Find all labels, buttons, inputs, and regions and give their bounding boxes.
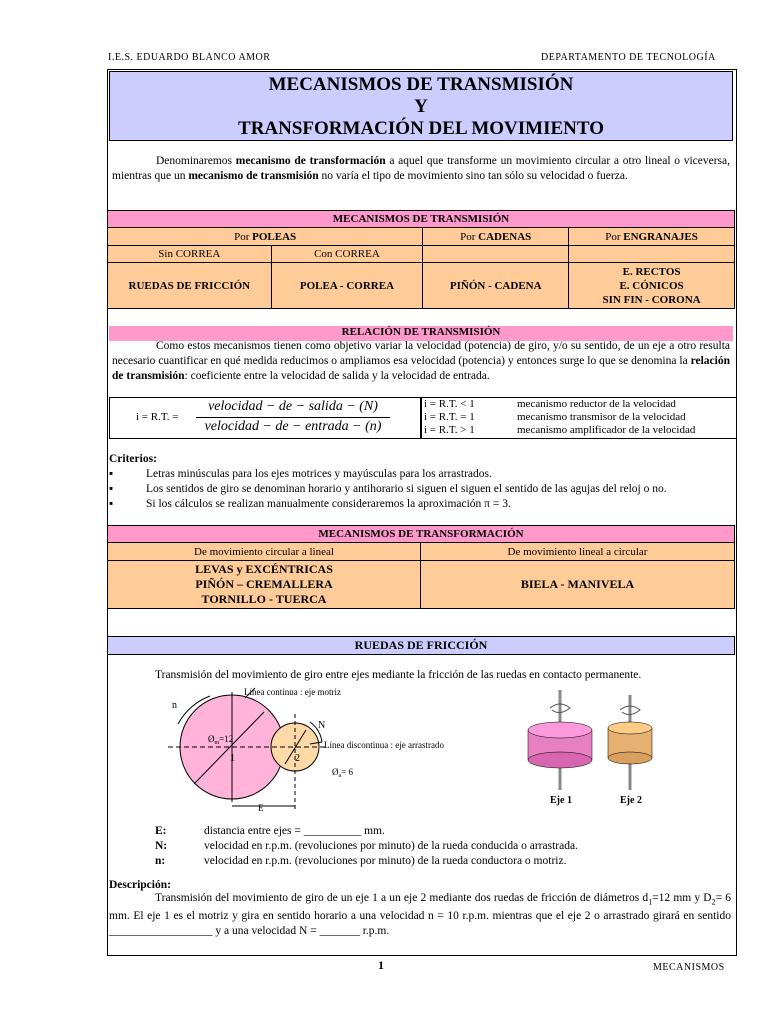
definition-item — [155, 824, 715, 839]
bullet-icon: ▪ — [109, 498, 114, 510]
label-N: N — [318, 720, 326, 731]
intro-bold-2: mecanismo de transmisión — [188, 170, 319, 182]
transformation-table — [107, 525, 735, 609]
intro-text-1: Denominaremos — [156, 155, 236, 167]
poleas-label: POLEAS — [252, 230, 297, 243]
page-frame — [107, 69, 737, 956]
desc-text-2: =12 mm y D — [652, 892, 712, 904]
engranajes-type-1: E. RECTOS — [622, 265, 681, 278]
col-engranajes — [569, 228, 735, 246]
criterio-item — [109, 482, 733, 497]
wheel-1-bottom — [528, 752, 592, 768]
wheels-3d-illustration — [520, 690, 680, 810]
label-1: 1 — [230, 753, 235, 764]
desc-sub-2: 2 — [711, 897, 716, 907]
eje-2-label: Eje 2 — [620, 795, 642, 806]
department-name: DEPARTAMENTO DE TECNOLOGÍA — [541, 52, 716, 63]
label-linea-continua: Línea continua : eje motriz — [244, 687, 341, 697]
intro-paragraph — [112, 154, 730, 184]
intro-bold-1: mecanismo de transformación — [235, 155, 386, 167]
school-name: I.E.S. EDUARDO BLANCO AMOR — [108, 52, 271, 63]
formula-numerator: velocidad − de − salida − (N) — [208, 399, 378, 414]
def-value: velocidad en r.p.m. (revoluciones por minuto) de la rueda conductora o motriz. — [204, 855, 567, 867]
criterios-title: Criterios: — [109, 453, 157, 465]
wheel-2-bottom — [608, 752, 652, 764]
relacion-title: RELACIÓN DE TRANSMISIÓN — [109, 326, 733, 341]
criterio-item — [109, 497, 733, 512]
def-value: velocidad en r.p.m. (revoluciones por minuto) de la rueda conducida o arrastrada. — [204, 840, 578, 852]
label-linea-discontinua: Línea discontinua : eje arrastrado — [324, 740, 444, 750]
page-title — [109, 71, 733, 141]
pinon-cadena: PIÑÓN - CADENA — [423, 263, 569, 309]
bullet-icon: ▪ — [109, 483, 114, 495]
d2-symbol: Ø — [332, 767, 339, 777]
label-diameter-2 — [332, 767, 353, 779]
col-poleas — [108, 228, 423, 246]
wheel-2-top — [608, 722, 652, 734]
engranajes-types — [569, 263, 735, 309]
relacion-paragraph — [112, 339, 730, 384]
descripcion-paragraph — [109, 891, 731, 939]
transformation-table-title: MECANISMOS DE TRANSFORMACIÓN — [108, 526, 735, 543]
intro-text-2: a aquel que transforme un movimiento circular a otro lineal o viceversa, mientras que un — [112, 155, 730, 182]
ruedas-intro: Transmisión del movimiento de giro entre ejes mediante la fricción de las ruedas en contacto permanente. — [155, 669, 642, 681]
ruedas-friccion: RUEDAS DE FRICCIÓN — [108, 263, 272, 309]
engranajes-type-3: SIN FIN - CORONA — [602, 293, 701, 306]
label-2: 2 — [295, 753, 300, 764]
d1-symbol: Ø — [208, 734, 215, 744]
desc-text-1: Transmisión del movimiento de giro de un eje 1 a un eje 2 mediante dos ruedas de fricción de diámetros d — [155, 892, 649, 904]
col-cadenas — [423, 228, 569, 246]
rt-cond-2: i = R.T. = 1 — [424, 411, 475, 423]
d2-value: = 6 — [341, 767, 353, 777]
transmission-table-title: MECANISMOS DE TRANSMISIÓN — [108, 211, 735, 228]
engranajes-label: ENGRANAJES — [623, 230, 698, 243]
page-number: 1 — [378, 958, 384, 972]
biela-manivela: BIELA - MANIVELA — [421, 561, 735, 609]
desc-sub-1: 1 — [648, 897, 653, 907]
relacion-bold: relación de transmisión — [112, 355, 730, 382]
cadenas-label: CADENAS — [478, 230, 532, 243]
rt-cond-1: i = R.T. < 1 — [424, 398, 475, 410]
d2-sub: a — [338, 773, 342, 779]
intro-text-3: no varía el tipo de movimiento sino tan sólo su velocidad o fuerza. — [318, 170, 628, 182]
ruedas-title: RUEDAS DE FRICCIÓN — [107, 636, 735, 655]
con-correa: Con CORREA — [271, 246, 423, 263]
title-line-1: MECANISMOS DE TRANSMISIÓN — [268, 74, 574, 95]
label-n: n — [172, 700, 177, 711]
circular-lineal-mechanisms — [108, 561, 421, 609]
col-lineal-circular: De movimiento lineal a circular — [421, 543, 735, 561]
formula-lhs: i = R.T. = — [136, 411, 179, 423]
footer-label: MECANISMOS — [653, 962, 725, 973]
polea-correa: POLEA - CORREA — [271, 263, 423, 309]
wheel-1-top — [528, 722, 592, 738]
transmission-table — [107, 210, 735, 309]
def-value: distancia entre ejes = __________ mm. — [204, 825, 385, 837]
rt-conditions — [421, 397, 737, 439]
engranajes-prefix: Por — [605, 230, 624, 243]
poleas-prefix: Por — [234, 230, 253, 243]
title-line-2: Y — [414, 96, 428, 117]
label-E: E — [258, 803, 264, 813]
col-circular-lineal: De movimiento circular a lineal — [108, 543, 421, 561]
d1-value: =12 — [219, 734, 234, 744]
fraction-line — [196, 417, 390, 418]
empty-cell-2 — [569, 246, 735, 263]
bullet-icon: ▪ — [109, 468, 114, 480]
definition-item — [155, 854, 715, 869]
rt-desc-2: mecanismo transmisor de la velocidad — [517, 411, 686, 423]
relacion-text-1: Como estos mecanismos tienen como objetivo variar la velocidad (potencia) de giro, y/o su sentido, de un eje a otro resulta necesario cuantificar en qué medida reducimos o ampliamos esa velocidad (potencia) y entonces surge lo que se denomina la — [112, 340, 730, 367]
definitions-list — [155, 824, 715, 869]
rt-desc-3: mecanismo amplificador de la velocidad — [517, 424, 696, 436]
empty-cell — [423, 246, 569, 263]
friction-wheels-diagram — [160, 684, 480, 814]
criterio-text: Los sentidos de giro se denominan horario y antihorario si siguen el siguen el sentido de las agujas del reloj o no. — [146, 483, 667, 495]
sin-correa: Sin CORREA — [108, 246, 272, 263]
desc-text-3: = 6 mm. El eje 1 es el motriz y gira en sentido horario a una velocidad n = 10 r.p.m. mientras que el eje 2 o arrastrado girará en sentido __________________ y a una velocidad N = _______ r.p.m. — [109, 892, 731, 938]
engranajes-type-2: E. CÓNICOS — [619, 279, 684, 292]
relacion-text-2: : coeficiente entre la velocidad de salida y la velocidad de entrada. — [184, 370, 490, 382]
def-key: E: — [155, 825, 167, 837]
descripcion-title: Descripción: — [109, 879, 171, 891]
formula-denominator: velocidad − de − entrada − (n) — [204, 419, 382, 434]
rt-desc-1: mecanismo reductor de la velocidad — [517, 398, 676, 410]
eje-1-label: Eje 1 — [550, 795, 572, 806]
title-line-3: TRANSFORMACIÓN DEL MOVIMIENTO — [238, 118, 604, 139]
d1-sub: m — [214, 740, 220, 746]
definition-item — [155, 839, 715, 854]
formula-box — [109, 397, 421, 439]
mechanism-levas: LEVAS y EXCÉNTRICAS — [195, 562, 333, 576]
rt-cond-3: i = R.T. > 1 — [424, 424, 475, 436]
criterio-text: Si los cálculos se realizan manualmente consideraremos la aproximación π = 3. — [146, 498, 511, 510]
criterios-title-text: Criterios — [109, 453, 154, 465]
criterios-list — [109, 467, 733, 512]
def-key: N: — [155, 840, 168, 852]
mechanism-tornillo: TORNILLO - TUERCA — [201, 592, 327, 606]
def-key: n: — [155, 855, 166, 867]
criterio-text: Letras minúsculas para los ejes motrices y mayúsculas para los arrastrados. — [146, 468, 492, 480]
cadenas-prefix: Por — [460, 230, 479, 243]
mechanism-cremallera: PIÑÓN – CREMALLERA — [195, 577, 333, 591]
criterio-item — [109, 467, 733, 482]
